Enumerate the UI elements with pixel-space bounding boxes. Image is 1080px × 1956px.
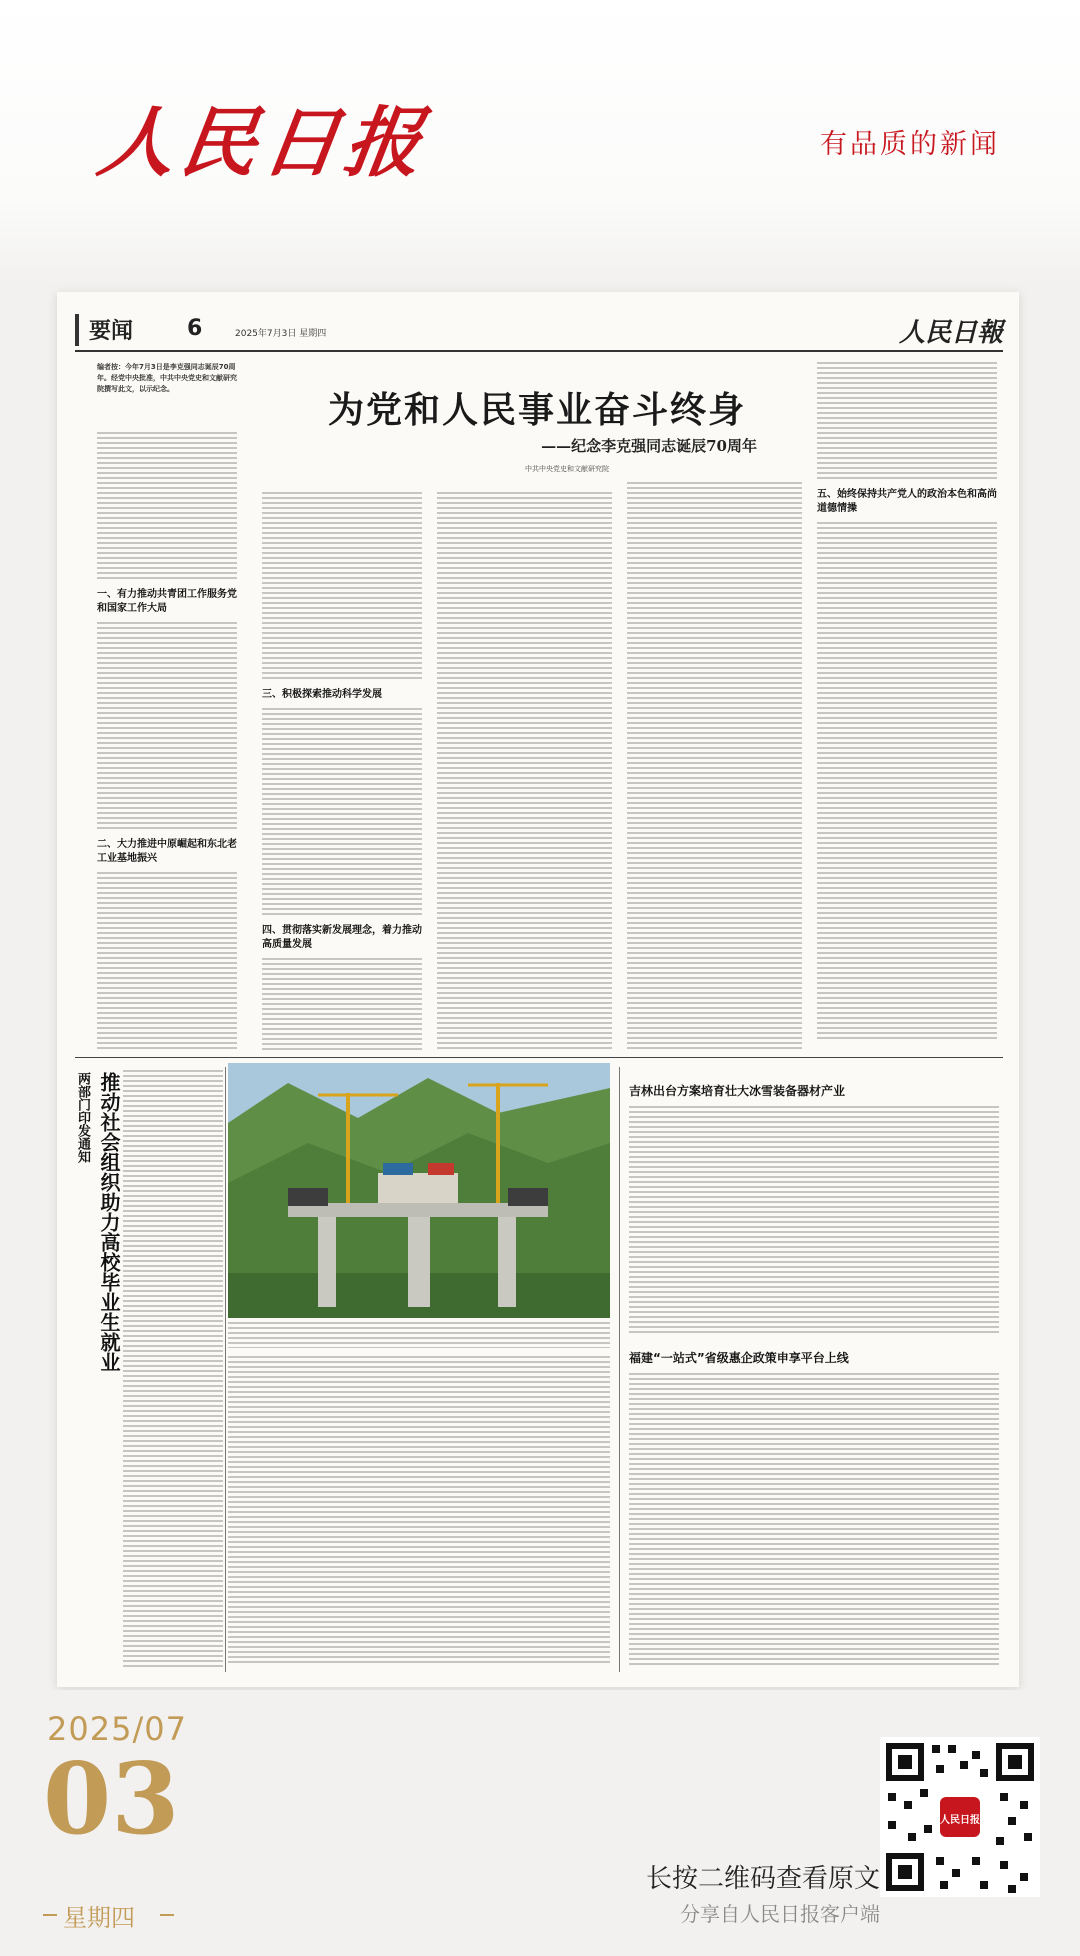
section-title-3: 三、积极探索推动科学发展 bbox=[262, 689, 382, 700]
article-column-1 bbox=[97, 432, 237, 1052]
newspaper-page[interactable] bbox=[57, 292, 1019, 1687]
right-top-title: 吉林出台方案培育壮大冰雪装备器材产业 bbox=[629, 1084, 846, 1098]
footer-day: 03 bbox=[43, 1742, 180, 1857]
section-title-1: 一、有力推动共青团工作服务党和国家工作大局 bbox=[97, 589, 237, 614]
qr-logo: 人民日报 bbox=[940, 1815, 980, 1826]
main-subheadline: ——纪念李克强同志诞辰70周年 bbox=[541, 437, 757, 455]
article-column-3 bbox=[437, 492, 612, 1052]
middle-article-body bbox=[228, 1356, 610, 1666]
main-byline: 中共中央党史和文献研究院 bbox=[525, 465, 609, 473]
page-date: 2025年7月3日 星期四 bbox=[235, 329, 327, 339]
app-slogan: 有品质的新闻 bbox=[820, 129, 1000, 160]
left-article-title: 推动社会组织助力高校毕业生就业 bbox=[97, 1072, 121, 1372]
footer-weekday: 星期四 bbox=[63, 1904, 135, 1932]
top-banner bbox=[0, 0, 1080, 285]
section-title-5: 五、始终保持共产党人的政治本色和高尚道德情操 bbox=[817, 489, 997, 514]
right-top-body bbox=[629, 1106, 999, 1336]
page-header bbox=[75, 314, 1003, 352]
article-column-4 bbox=[627, 482, 802, 1052]
masthead-logo: 人民日報 bbox=[898, 318, 1003, 348]
qr-code[interactable] bbox=[880, 1737, 1040, 1897]
right-bottom-body bbox=[629, 1373, 999, 1666]
bridge-construction-image bbox=[228, 1063, 610, 1318]
main-headline: 为党和人民事业奋斗终身 bbox=[327, 389, 746, 431]
editor-note: 编者按：今年7月3日是李克强同志诞辰70周年。经党中央批准，中共中央党史和文献研究院撰写此文，以示纪念。 bbox=[97, 363, 237, 393]
section-title-2: 二、大力推进中原崛起和东北老工业基地振兴 bbox=[97, 839, 237, 864]
bridge-photo[interactable] bbox=[228, 1063, 610, 1318]
section-title-4: 四、贯彻落实新发展理念，着力推动高质量发展 bbox=[262, 925, 422, 950]
page-number: 6 bbox=[187, 316, 203, 341]
section-name: 要闻 bbox=[75, 314, 133, 346]
right-bottom-title: 福建“一站式”省级惠企政策申享平台上线 bbox=[629, 1351, 849, 1365]
qr-code-icon bbox=[880, 1737, 1040, 1897]
share-text: 分享自人民日报客户端 bbox=[680, 1902, 880, 1926]
page-divider bbox=[75, 1057, 1003, 1058]
article-column-5 bbox=[817, 362, 997, 1052]
footer-year-month: 2025/07 bbox=[47, 1710, 187, 1748]
article-column-2 bbox=[262, 492, 422, 1052]
qr-cta-text: 长按二维码查看原文 bbox=[645, 1864, 880, 1894]
photo-caption bbox=[228, 1322, 610, 1348]
app-logo: 人民日报 bbox=[92, 98, 434, 187]
left-article-kicker: 两部门印发通知 bbox=[75, 1072, 90, 1163]
left-article-body bbox=[123, 1070, 223, 1670]
